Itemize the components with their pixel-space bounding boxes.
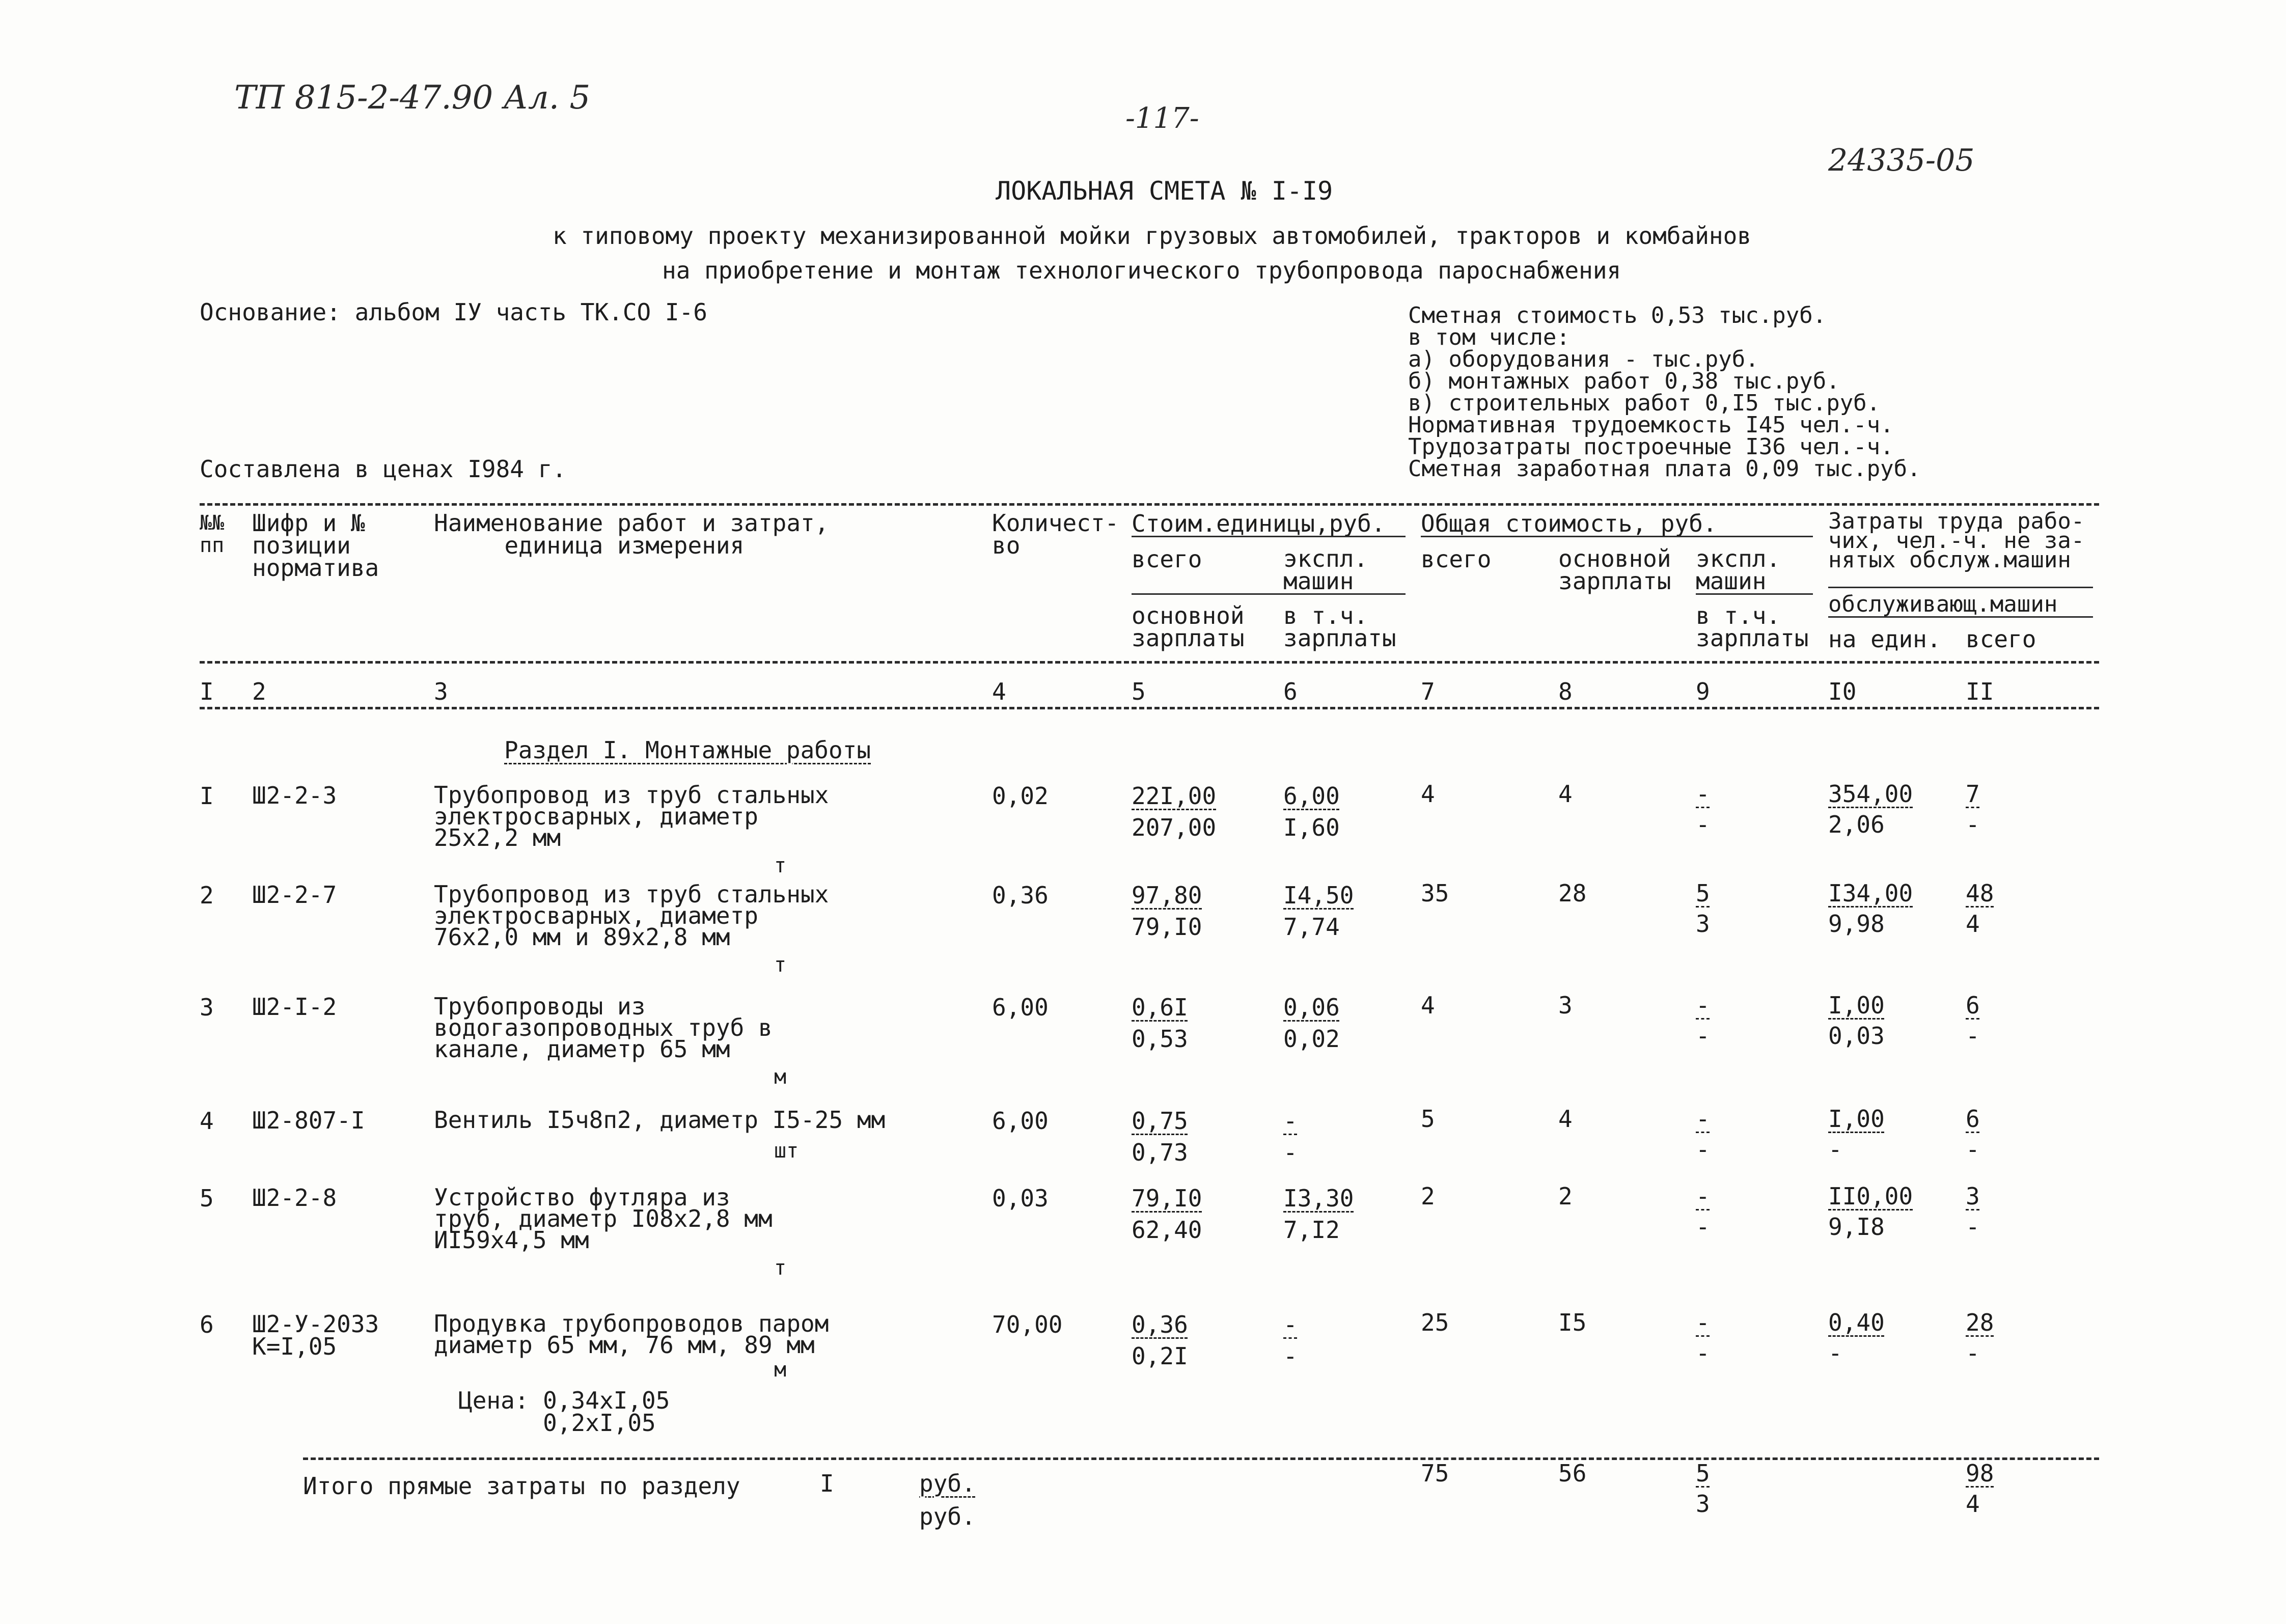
totals-machines: 5 <box>1696 1460 1710 1487</box>
row-machines: 5 <box>1696 879 1710 907</box>
row-unit-wages: 0,53 <box>1132 1025 1188 1053</box>
row-labor-unit: I34,00 <box>1828 879 1913 907</box>
totals-total: 75 <box>1421 1460 1449 1487</box>
row-labor-total: 3 <box>1966 1182 1980 1210</box>
header-total-all: всего <box>1421 545 1492 573</box>
row-labor-total: 48 <box>1966 879 1994 907</box>
row-unit-machines: 6,00 <box>1283 782 1340 810</box>
row-unit-wages: 62,40 <box>1132 1216 1202 1244</box>
row-unit: т <box>774 953 787 977</box>
prices-year-text: Составлена в ценах I984 г. <box>200 455 567 483</box>
row-labor-unit-2: 9,98 <box>1828 910 1885 938</box>
row-total: 35 <box>1421 879 1449 907</box>
row-labor-total-2: - <box>1966 1022 1980 1050</box>
row-labor-unit: 354,00 <box>1828 780 1913 808</box>
row-machines: - <box>1696 1105 1710 1133</box>
row-unit-total: 79,I0 <box>1132 1185 1202 1212</box>
row-code: Ш2-2-3 <box>252 782 337 809</box>
totals-incl-wages: 3 <box>1696 1490 1710 1518</box>
row-unit-incl-wages: 0,02 <box>1283 1025 1340 1053</box>
row-unit-incl-wages: I,60 <box>1283 814 1340 841</box>
header-rule <box>1132 536 1406 537</box>
row-labor-total: 6 <box>1966 992 1980 1019</box>
totals-labor-total: 98 <box>1966 1460 1994 1487</box>
row-labor-total-2: - <box>1966 811 1980 838</box>
row-unit-wages: 0,73 <box>1132 1139 1188 1166</box>
row-labor-total-2: - <box>1966 1213 1980 1241</box>
basis-text: Основание: альбом IУ часть ТК.СО I-6 <box>200 298 707 326</box>
row-labor-unit: I,00 <box>1828 1105 1885 1133</box>
row-wages: 4 <box>1558 780 1573 808</box>
row-name: Устройство футляра из труб, диаметр I08х2,8 мм ИI59х4,5 мм <box>434 1183 773 1254</box>
row-unit-total: 22I,00 <box>1132 782 1217 810</box>
row-code: Ш2-2-8 <box>252 1184 337 1212</box>
summary-block <box>1408 302 1921 482</box>
row-labor-unit-2: - <box>1828 1136 1842 1163</box>
header-labor-unit: на един. <box>1828 625 1941 653</box>
row-number: 4 <box>200 1107 214 1135</box>
col-number: 2 <box>252 678 266 705</box>
row-labor-total-2: - <box>1966 1339 1980 1367</box>
header-rule <box>1828 587 2093 588</box>
col-number: 8 <box>1558 678 1573 705</box>
col-number: 4 <box>992 678 1006 705</box>
row-unit-total: 97,80 <box>1132 882 1202 909</box>
header-labor-total: всего <box>1966 625 2036 653</box>
row-qty: 6,00 <box>992 1107 1049 1135</box>
row-machines: - <box>1696 992 1710 1019</box>
summary-line: в) строительных работ 0,I5 тыс.руб. <box>1408 390 1881 416</box>
row-labor-total: 28 <box>1966 1309 1994 1336</box>
col-number: 7 <box>1421 678 1435 705</box>
header-rule <box>1828 616 2093 618</box>
summary-line: а) оборудования - тыс.руб. <box>1408 346 1759 372</box>
row-wages: 28 <box>1558 879 1587 907</box>
summary-line: б) монтажных работ 0,38 тыс.руб. <box>1408 368 1840 394</box>
row-incl-wages: - <box>1696 1136 1710 1163</box>
row-name: Трубопровод из труб стальных электросварных, диаметр 76х2,0 мм и 89х2,8 мм <box>434 880 829 951</box>
row-machines: - <box>1696 1182 1710 1210</box>
price-note: Цена: 0,34хI,05 0,2хI,05 <box>458 1387 670 1437</box>
row-unit-machines: I4,50 <box>1283 882 1354 909</box>
row-name: Вентиль I5ч8п2, диаметр I5-25 мм <box>434 1106 886 1134</box>
header-total-incl-wages: в т.ч. зарплаты <box>1696 602 1809 652</box>
row-number: I <box>200 782 214 810</box>
doc-code-handwritten: ТП 815-2-47.90 Ал. 5 <box>234 79 591 117</box>
row-unit-total: 0,75 <box>1132 1107 1188 1135</box>
row-qty: 6,00 <box>992 994 1049 1021</box>
row-total: 4 <box>1421 780 1435 808</box>
header-unit-cost: Стоим.единицы,руб. <box>1132 510 1386 537</box>
row-machines: - <box>1696 1309 1710 1336</box>
summary-line: Нормативная трудоемкость I45 чел.-ч. <box>1408 412 1894 438</box>
row-code: Ш2-807-I <box>252 1107 365 1134</box>
header-name: Наименование работ и затрат, единица измерения <box>434 509 829 559</box>
col-number: 3 <box>434 678 448 705</box>
row-code: Ш2-2-7 <box>252 881 337 909</box>
col-number-rule <box>200 707 2099 709</box>
header-unit-wages: основной зарплаты <box>1132 602 1245 652</box>
row-labor-total: 7 <box>1966 780 1980 808</box>
section-title: Раздел I. Монтажные работы <box>504 736 871 764</box>
header-unit-incl-wages: в т.ч. зарплаты <box>1283 602 1396 652</box>
row-labor-total-2: 4 <box>1966 910 1980 938</box>
row-labor-total-2: - <box>1966 1136 1980 1163</box>
row-labor-unit-2: 2,06 <box>1828 811 1885 838</box>
row-total: 2 <box>1421 1182 1435 1210</box>
col-number: I0 <box>1828 678 1857 705</box>
row-qty: 0,36 <box>992 882 1049 909</box>
row-unit-machines: 0,06 <box>1283 994 1340 1021</box>
row-number: 5 <box>200 1185 214 1212</box>
row-unit-machines: - <box>1283 1107 1298 1135</box>
row-total: 5 <box>1421 1105 1435 1133</box>
header-unit-total: всего <box>1132 545 1202 573</box>
header-code: Шифр и № позиции норматива <box>252 509 379 582</box>
col-number: 6 <box>1283 678 1298 705</box>
row-labor-unit: I,00 <box>1828 992 1885 1019</box>
row-incl-wages: 3 <box>1696 910 1710 938</box>
row-unit-machines: - <box>1283 1311 1298 1338</box>
row-number: 2 <box>200 882 214 909</box>
page-number-handwritten: -117- <box>1125 102 1199 135</box>
header-num: №№ пп <box>200 511 225 557</box>
row-unit: м <box>774 1358 787 1382</box>
row-labor-unit: II0,00 <box>1828 1182 1913 1210</box>
row-labor-unit-2: 9,I8 <box>1828 1213 1885 1241</box>
col-number: II <box>1966 678 1994 705</box>
row-name: Продувка трубопроводов паром диаметр 65 мм, 76 мм, 89 мм <box>434 1310 829 1359</box>
header-top-rule <box>200 503 2099 506</box>
header-rule <box>1696 593 1813 595</box>
col-number: I <box>200 678 214 705</box>
totals-unit-1: руб. <box>919 1470 976 1497</box>
totals-label: Итого прямые затраты по разделу <box>303 1472 740 1500</box>
row-qty: 70,00 <box>992 1311 1063 1338</box>
inventory-number-handwritten: 24335-05 <box>1828 143 1975 178</box>
row-labor-total: 6 <box>1966 1105 1980 1133</box>
col-number: 9 <box>1696 678 1710 705</box>
row-unit-total: 0,36 <box>1132 1311 1188 1338</box>
col-number: 5 <box>1132 678 1146 705</box>
row-unit-total: 0,6I <box>1132 994 1188 1021</box>
header-labor-service: обслуживающ.машин <box>1828 591 2058 617</box>
row-unit-wages: 207,00 <box>1132 814 1217 841</box>
row-name: Трубопровод из труб стальных электросварных, диаметр 25х2,2 мм <box>434 781 829 851</box>
header-rule <box>1421 536 1813 537</box>
row-qty: 0,03 <box>992 1185 1049 1212</box>
row-unit-wages: 79,I0 <box>1132 913 1202 941</box>
header-rule <box>1132 593 1406 595</box>
row-incl-wages: - <box>1696 1022 1710 1050</box>
summary-line: Трудозатраты построечные I36 чел.-ч. <box>1408 434 1894 460</box>
row-unit-incl-wages: - <box>1283 1342 1298 1370</box>
row-unit-incl-wages: 7,74 <box>1283 913 1340 941</box>
row-name: Трубопроводы из водогазопроводных труб в канале, диаметр 65 мм <box>434 993 773 1063</box>
summary-line: Сметная стоимость 0,53 тыс.руб. <box>1408 302 1827 328</box>
row-code: Ш2-I-2 <box>252 993 337 1021</box>
totals-wages: 56 <box>1558 1460 1587 1487</box>
row-wages: I5 <box>1558 1309 1587 1336</box>
header-bottom-rule <box>200 661 2099 664</box>
row-unit-machines: I3,30 <box>1283 1185 1354 1212</box>
subtitle-line-1: к типовому проекту механизированной мойки грузовых автомобилей, тракторов и комбайнов <box>553 222 1752 250</box>
row-labor-unit-2: 0,03 <box>1828 1022 1885 1050</box>
header-total-cost: Общая стоимость, руб. <box>1421 510 1717 537</box>
summary-line: Сметная заработная плата 0,09 тыс.руб. <box>1408 456 1921 482</box>
row-unit: шт <box>774 1139 799 1163</box>
row-qty: 0,02 <box>992 782 1049 810</box>
totals-labor-total-2: 4 <box>1966 1490 1980 1518</box>
header-total-wages: основной зарплаты <box>1558 545 1671 595</box>
header-total-machines: экспл. машин <box>1696 545 1781 595</box>
row-unit: м <box>774 1065 787 1089</box>
document-title: ЛОКАЛЬНАЯ СМЕТА № I-I9 <box>996 176 1333 206</box>
summary-line: в том числе: <box>1408 324 1570 350</box>
row-incl-wages: - <box>1696 1213 1710 1241</box>
row-number: 6 <box>200 1311 214 1338</box>
row-code: Ш2-У-2033 К=I,05 <box>252 1310 379 1360</box>
row-labor-unit: 0,40 <box>1828 1309 1885 1336</box>
header-qty: Количест- во <box>992 509 1119 559</box>
row-total: 25 <box>1421 1309 1449 1336</box>
row-wages: 4 <box>1558 1105 1573 1133</box>
row-number: 3 <box>200 994 214 1021</box>
row-wages: 2 <box>1558 1182 1573 1210</box>
row-incl-wages: - <box>1696 1339 1710 1367</box>
subtitle-line-2: на приобретение и монтаж технологического трубопровода пароснабжения <box>662 257 1621 284</box>
row-unit: т <box>774 1256 787 1280</box>
row-unit: т <box>774 854 787 877</box>
row-incl-wages: - <box>1696 811 1710 838</box>
row-total: 4 <box>1421 992 1435 1019</box>
header-labor: Затраты труда рабо- чих, чел.-ч. не за- нятых обслуж.машин <box>1828 508 2085 573</box>
header-unit-machines: экспл. машин <box>1283 545 1368 595</box>
row-unit-incl-wages: 7,I2 <box>1283 1216 1340 1244</box>
row-labor-unit-2: - <box>1828 1339 1842 1367</box>
row-wages: 3 <box>1558 992 1573 1019</box>
totals-top-rule <box>303 1457 2099 1460</box>
row-unit-incl-wages: - <box>1283 1139 1298 1166</box>
totals-unit-2: руб. <box>919 1503 976 1530</box>
totals-section: I <box>820 1470 834 1497</box>
row-unit-wages: 0,2I <box>1132 1342 1188 1370</box>
row-machines: - <box>1696 780 1710 808</box>
